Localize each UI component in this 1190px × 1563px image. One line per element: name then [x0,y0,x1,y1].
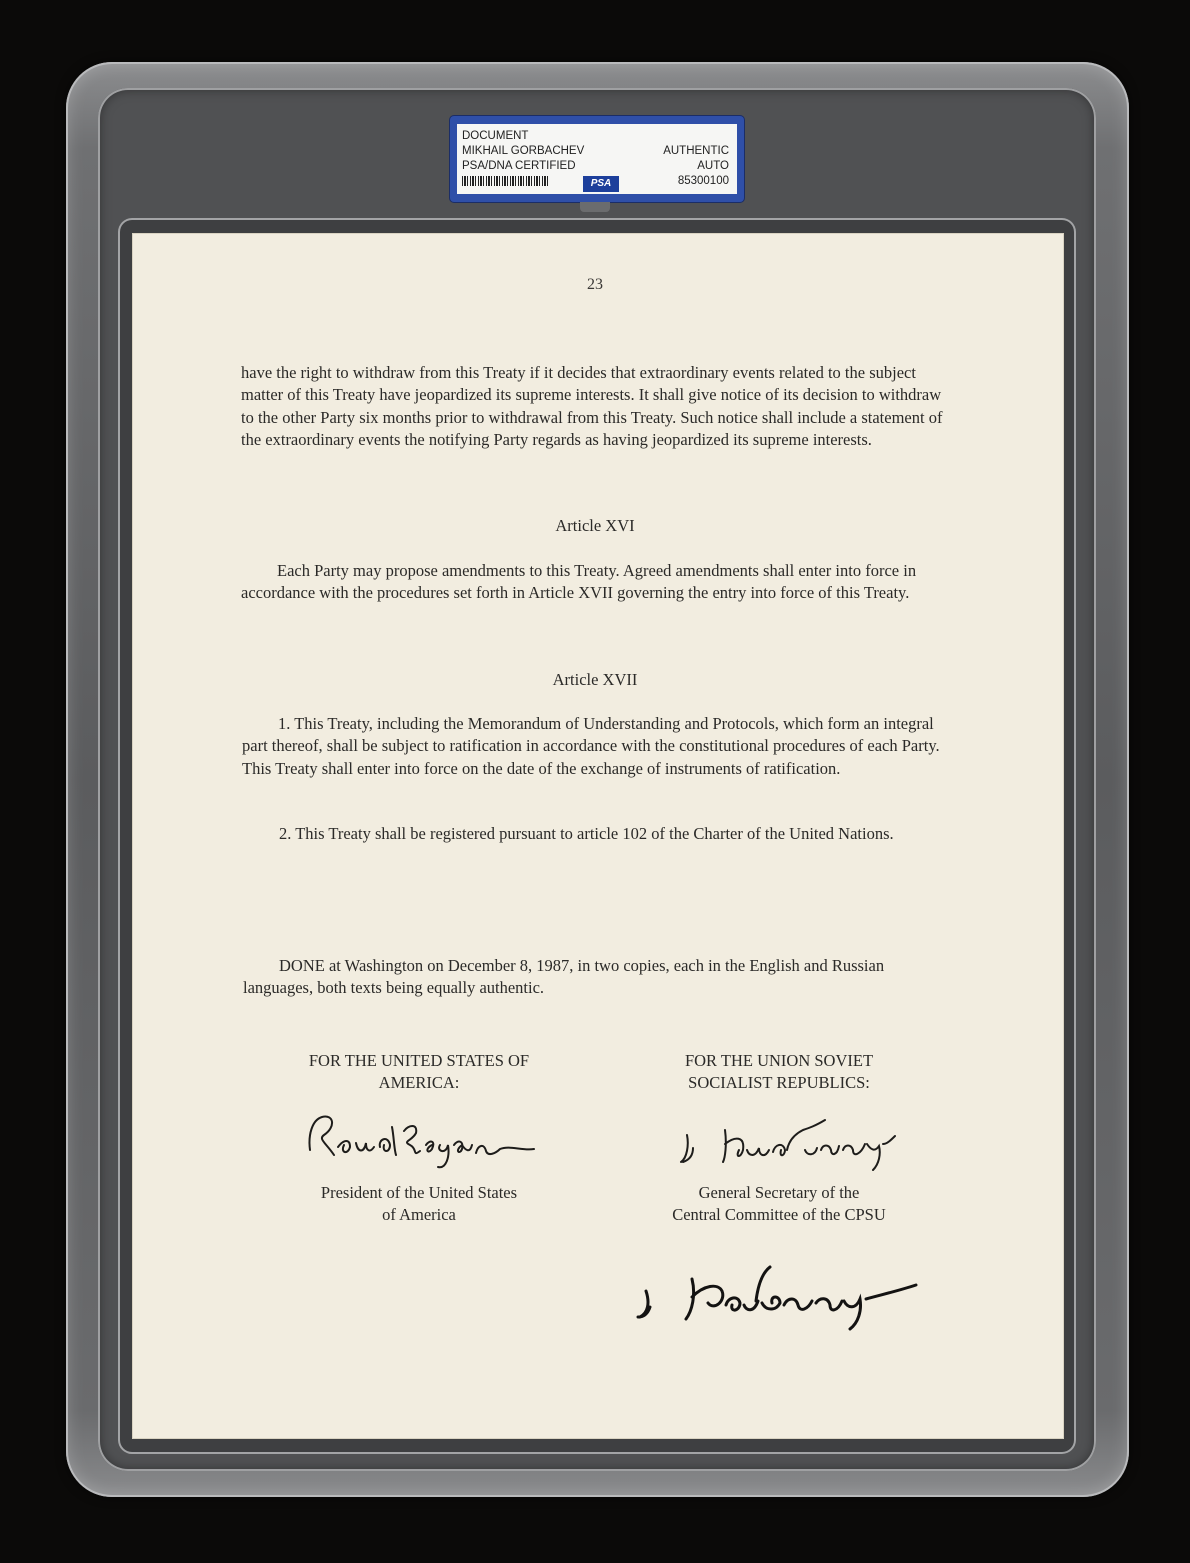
certification-label [450,116,744,202]
label-left-column [462,129,584,174]
paragraph-withdrawal: have the right to withdraw from this Treaty if it decides that extraordinary events related to the subject matter of this Treaty have jeopardized its supreme interests. It shall give notice of its decision to withdraw to the other Party six months prior to withdrawal from this Treaty. Such notice shall include a statement of the extraordinary events the notifying Party regards as having jeopardized its supreme interests. [241,363,943,449]
ussr-signature-heading [640,1050,918,1094]
us-signatory-title [280,1182,558,1226]
us-title-line-2: of America [382,1205,456,1224]
ussr-heading-line-1: FOR THE UNION SOVIET [684,1051,874,1070]
ussr-title-line-1: General Secretary of the [698,1183,860,1202]
label-tab [580,202,610,212]
gorbachev-signature-printed [675,1100,905,1175]
reagan-signature [300,1105,540,1175]
ussr-heading-line-2: SOCIALIST REPUBLICS: [688,1073,870,1092]
us-heading-line-2: AMERICA: [378,1073,460,1092]
ussr-title-line-2: Central Committee of the CPSU [672,1205,886,1224]
label-status-authentic: AUTHENTIC [663,145,729,157]
page-number: 23 [587,276,603,293]
certification-label-card [457,124,737,194]
label-subject: MIKHAIL GORBACHEV [462,145,585,157]
us-title-line-1: President of the United States [320,1183,518,1202]
us-heading-line-1: FOR THE UNITED STATES OF [308,1051,530,1070]
gorbachev-autograph [630,1255,930,1335]
label-type: DOCUMENT [462,130,529,142]
article-xvii-heading: Article XVII [552,670,638,689]
ussr-signatory-title [640,1182,918,1226]
barcode-icon [462,176,548,186]
article-xvi-heading: Article XVI [555,516,635,535]
us-signature-heading [280,1050,558,1094]
label-cert-number: 85300100 [677,175,729,187]
label-right-column [663,144,729,189]
label-certification: PSA/DNA CERTIFIED [462,160,576,172]
article-xvii-paragraph-1: 1. This Treaty, including the Memorandum of Understanding and Protocols, which form an integral part thereof, shall be subject to ratification in accordance with the constitutional procedures of each Party. This Treaty shall enter into force on the date of the exchange of instruments of ratification. [242,714,940,778]
psa-logo: PSA [583,176,619,192]
done-statement: DONE at Washington on December 8, 1987, in two copies, each in the English and Russian languages, both texts being equally authentic. [243,956,885,998]
article-xvi-text: Each Party may propose amendments to this Treaty. Agreed amendments shall enter into force in accordance with the procedures set forth in Article XVII governing the entry into force of this Treaty. [241,561,917,603]
article-xvii-paragraph-2: 2. This Treaty shall be registered pursuant to article 102 of the Charter of the United Nations. [279,824,894,843]
label-status-auto: AUTO [697,160,729,172]
